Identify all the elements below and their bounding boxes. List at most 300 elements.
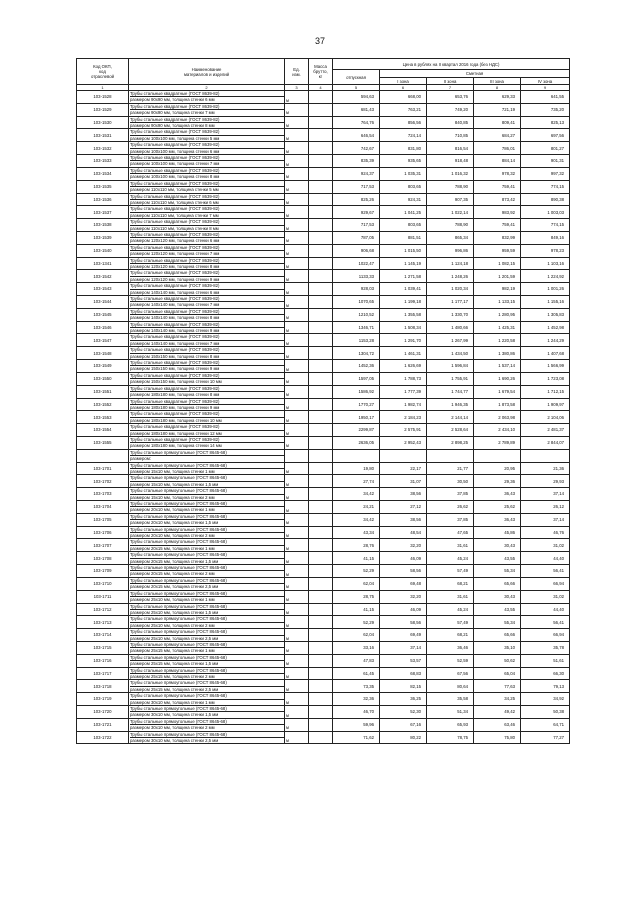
row-unit: м xyxy=(285,142,309,155)
row-code: 103-1549 xyxy=(77,360,129,373)
row-price-zone-2: 1 124,18 xyxy=(427,257,474,270)
row-price-release: 24,21 xyxy=(333,501,380,514)
row-description xyxy=(129,731,285,744)
row-mass xyxy=(309,155,333,168)
row-price-zone-4: 1 452,98 xyxy=(521,321,570,334)
row-description-line-1: Трубы стальные квадратные (ГОСТ 8639-82) xyxy=(130,283,284,289)
row-description xyxy=(129,488,285,501)
row-mass xyxy=(309,116,333,129)
table-row xyxy=(77,270,570,283)
row-price-release: 1770,27 xyxy=(333,398,380,411)
row-mass xyxy=(309,142,333,155)
row-price-release: 1452,36 xyxy=(333,360,380,373)
row-mass xyxy=(309,334,333,347)
row-description-line-1: Трубы стальные квадратные (ГОСТ 8639-82) xyxy=(130,296,284,302)
row-price-zone-4: 26,12 xyxy=(521,501,570,514)
row-price-zone-3: 1 690,26 xyxy=(474,372,521,385)
row-price-zone-3: 34,25 xyxy=(474,693,521,706)
row-price-zone-4: 77,27 xyxy=(521,731,570,744)
row-description-line-2: размером 20х15 мм, толщина стенки 1,5 мм xyxy=(130,558,219,564)
row-price-zone-4: 1 103,16 xyxy=(521,257,570,270)
row-price-zone-1: 1 626,69 xyxy=(380,360,427,373)
row-description-line-2: размером 180х180 мм, толщина стенки 14 мм xyxy=(130,443,222,449)
row-price-zone-4: 1 407,68 xyxy=(521,347,570,360)
row-description xyxy=(129,629,285,642)
row-description xyxy=(129,347,285,360)
row-price-zone-3: 809,41 xyxy=(474,116,521,129)
row-description xyxy=(129,296,285,309)
row-price-release: 2299,87 xyxy=(333,424,380,437)
row-description xyxy=(129,680,285,693)
table-row xyxy=(77,565,570,578)
row-price-zone-2: 67,56 xyxy=(427,667,474,680)
row-price-zone-3: 786,01 xyxy=(474,142,521,155)
row-description-line-2: размером 100х100 мм, толщина стенки 7 мм xyxy=(130,161,220,167)
row-description-line-2: размером 140х140 мм, толщина стенки 6 мм xyxy=(130,289,220,295)
table-row xyxy=(77,103,570,116)
row-unit: м xyxy=(285,552,309,565)
row-price-zone-3: 43,55 xyxy=(474,603,521,616)
row-price-zone-4: 2 844,07 xyxy=(521,436,570,449)
row-price-zone-1: 80,22 xyxy=(380,731,427,744)
table-row xyxy=(77,654,570,667)
row-price-zone-2: 996,86 xyxy=(427,244,474,257)
row-price-zone-4: 50,38 xyxy=(521,706,570,719)
row-price-zone-4: 29,93 xyxy=(521,475,570,488)
row-mass xyxy=(309,103,333,116)
row-unit: м xyxy=(285,590,309,603)
row-description-line-2: размером 25х10 мм, толщина стенки 1,5 мм xyxy=(130,609,219,615)
row-code xyxy=(77,449,129,462)
row-code: 103-1555 xyxy=(77,436,129,449)
header-zone-3: III зона xyxy=(474,78,521,85)
row-description-line-1: Трубы стальные прямоугольные (ГОСТ 8645-68) xyxy=(130,655,284,661)
table-row xyxy=(77,244,570,257)
row-description-line-2: размером 25х15 мм, толщина стенки 1,5 мм xyxy=(130,661,219,667)
row-unit: м xyxy=(285,283,309,296)
row-description-line-1: Трубы стальные прямоугольные (ГОСТ 8645-68) xyxy=(130,527,284,533)
row-mass xyxy=(309,129,333,142)
table-row xyxy=(77,629,570,642)
row-price-zone-1: 38,56 xyxy=(380,488,427,501)
row-price-zone-4: 774,15 xyxy=(521,219,570,232)
row-description-line-1: Трубы стальные квадратные (ГОСТ 8639-82) xyxy=(130,168,284,174)
row-code: 103-1701 xyxy=(77,462,129,475)
row-description-line-1: Трубы стальные прямоугольные (ГОСТ 8645-68) xyxy=(130,668,284,674)
table-row xyxy=(77,539,570,552)
row-price-zone-4: 1 244,29 xyxy=(521,334,570,347)
row-price-zone-1: 69,48 xyxy=(380,577,427,590)
row-code: 103-1544 xyxy=(77,296,129,309)
row-mass xyxy=(309,565,333,578)
row-code: 103-1550 xyxy=(77,372,129,385)
row-description-line-1: Трубы стальные квадратные (ГОСТ 8639-82) xyxy=(130,104,284,110)
row-code: 103-1341 xyxy=(77,257,129,270)
row-description-line-1: Трубы стальные прямоугольные (ГОСТ 8645-68) xyxy=(130,706,284,712)
row-code: 103-1553 xyxy=(77,411,129,424)
row-unit: м xyxy=(285,321,309,334)
row-mass xyxy=(309,731,333,744)
row-mass xyxy=(309,219,333,232)
row-unit: м xyxy=(285,603,309,616)
row-unit: м xyxy=(285,206,309,219)
row-price-release: 59,96 xyxy=(333,718,380,731)
header-code: Код ОКП, код отраслевой xyxy=(77,59,129,85)
row-price-zone-2: 1 020,34 xyxy=(427,283,474,296)
row-description xyxy=(129,360,285,373)
row-description-line-1: Трубы стальные прямоугольные (ГОСТ 8645-68) xyxy=(130,604,284,610)
row-mass xyxy=(309,283,333,296)
row-price-zone-2 xyxy=(427,449,474,462)
row-price-zone-3: 983,92 xyxy=(474,206,521,219)
row-price-zone-2: 80,64 xyxy=(427,680,474,693)
row-price-zone-1: 831,80 xyxy=(380,142,427,155)
table-row xyxy=(77,398,570,411)
row-price-release: 906,68 xyxy=(333,244,380,257)
row-code: 103-1543 xyxy=(77,283,129,296)
row-price-zone-4: 890,38 xyxy=(521,193,570,206)
row-description-line-1: Трубы стальные квадратные (ГОСТ 8639-82) xyxy=(130,411,284,417)
table-row xyxy=(77,385,570,398)
row-mass xyxy=(309,270,333,283)
row-price-release: 1597,05 xyxy=(333,372,380,385)
row-price-zone-2: 52,59 xyxy=(427,654,474,667)
row-price-zone-3: 20,95 xyxy=(474,462,521,475)
row-description xyxy=(129,91,285,104)
row-description-line-2: размером 100х100 мм, толщина стенки 8 мм xyxy=(130,174,220,180)
row-price-zone-2: 840,85 xyxy=(427,116,474,129)
row-mass xyxy=(309,693,333,706)
header-zone-1: I зона xyxy=(380,78,427,85)
row-mass xyxy=(309,167,333,180)
row-price-zone-1: 1 982,74 xyxy=(380,398,427,411)
row-price-zone-4: 34,92 xyxy=(521,693,570,706)
row-unit: м xyxy=(285,629,309,642)
row-description-line-2: размером 20х15 мм, толщина стенки 2 мм xyxy=(130,571,215,577)
row-price-release: 32,36 xyxy=(333,693,380,706)
row-price-zone-2: 749,20 xyxy=(427,103,474,116)
row-price-zone-2: 57,49 xyxy=(427,565,474,578)
table-header xyxy=(77,59,570,91)
table-row xyxy=(77,641,570,654)
row-description xyxy=(129,180,285,193)
row-price-release: 1133,33 xyxy=(333,270,380,283)
row-unit: м xyxy=(285,180,309,193)
row-mass xyxy=(309,667,333,680)
row-price-zone-3: 1 280,95 xyxy=(474,308,521,321)
row-price-zone-1: 1 199,18 xyxy=(380,296,427,309)
row-price-zone-3: 1 133,15 xyxy=(474,296,521,309)
table-row xyxy=(77,449,570,462)
row-mass xyxy=(309,641,333,654)
row-price-zone-3: 36,43 xyxy=(474,488,521,501)
row-description-line-1: Трубы стальные квадратные (ГОСТ 8639-82) xyxy=(130,155,284,161)
row-price-zone-2: 36,46 xyxy=(427,641,474,654)
row-price-zone-3: 2 789,89 xyxy=(474,436,521,449)
row-price-release: 47,83 xyxy=(333,654,380,667)
row-description-line-1: Трубы стальные квадратные (ГОСТ 8639-82) xyxy=(130,232,284,238)
row-price-zone-3: 982,19 xyxy=(474,283,521,296)
row-unit: м xyxy=(285,129,309,142)
row-price-zone-3: 1 082,15 xyxy=(474,257,521,270)
row-price-zone-1: 32,20 xyxy=(380,590,427,603)
row-price-zone-3: 1 425,31 xyxy=(474,321,521,334)
row-description-line-2: размером 30х10 мм, толщина стенки 2 мм xyxy=(130,725,215,731)
row-price-zone-1: 2 952,43 xyxy=(380,436,427,449)
row-price-release: 1304,72 xyxy=(333,347,380,360)
row-description xyxy=(129,706,285,719)
row-description xyxy=(129,372,285,385)
row-price-zone-1: 935,65 xyxy=(380,155,427,168)
row-price-release: 1950,17 xyxy=(333,411,380,424)
row-description-line-2: размером 110х110 мм, толщина стенки 6 мм xyxy=(130,199,219,205)
row-price-release: 764,76 xyxy=(333,116,380,129)
row-price-zone-2: 788,90 xyxy=(427,180,474,193)
row-price-zone-3: 2 434,10 xyxy=(474,424,521,437)
row-price-zone-2: 47,65 xyxy=(427,526,474,539)
row-price-zone-3: 25,62 xyxy=(474,501,521,514)
row-price-release: 1210,52 xyxy=(333,308,380,321)
row-unit: м xyxy=(285,167,309,180)
table-row xyxy=(77,706,570,719)
row-price-zone-2: 653,76 xyxy=(427,91,474,104)
row-price-release: 28,76 xyxy=(333,539,380,552)
table-row xyxy=(77,91,570,104)
header-estimate-price: Сметная xyxy=(380,70,570,78)
table-row xyxy=(77,462,570,475)
row-mass xyxy=(309,308,333,321)
row-unit: м xyxy=(285,718,309,731)
row-description-line-2: размером 15х10 мм, толщина стенки 1,5 мм xyxy=(130,481,219,487)
row-price-zone-1: 668,00 xyxy=(380,91,427,104)
row-mass xyxy=(309,488,333,501)
row-price-zone-2: 45,24 xyxy=(427,552,474,565)
row-price-zone-4: 849,16 xyxy=(521,231,570,244)
table-row xyxy=(77,129,570,142)
row-price-zone-4: 66,94 xyxy=(521,577,570,590)
row-description-line-2: размером 150х150 мм, толщина стенки 8 мм xyxy=(130,353,220,359)
row-price-zone-3: 1 201,59 xyxy=(474,270,521,283)
row-code: 103-1719 xyxy=(77,693,129,706)
row-description xyxy=(129,270,285,283)
row-price-release: 1153,28 xyxy=(333,334,380,347)
row-description-line-2: размером 150х150 мм, толщина стенки 9 мм xyxy=(130,366,220,372)
table-row xyxy=(77,731,570,744)
row-code: 103-1542 xyxy=(77,270,129,283)
row-price-zone-1: 36,25 xyxy=(380,693,427,706)
row-unit: м xyxy=(285,488,309,501)
row-price-zone-1: 2 184,23 xyxy=(380,411,427,424)
row-code: 103-1554 xyxy=(77,424,129,437)
row-price-release: 46,70 xyxy=(333,706,380,719)
row-price-zone-4: 21,36 xyxy=(521,462,570,475)
row-description xyxy=(129,590,285,603)
row-price-zone-4: 35,78 xyxy=(521,641,570,654)
row-code: 103-1535 xyxy=(77,180,129,193)
table-row xyxy=(77,680,570,693)
row-price-zone-3: 36,43 xyxy=(474,513,521,526)
row-unit: м xyxy=(285,155,309,168)
row-mass xyxy=(309,231,333,244)
table-row xyxy=(77,296,570,309)
row-description-line-2: размером 30х10 мм, толщина стенки 1,5 мм xyxy=(130,712,219,718)
row-description xyxy=(129,616,285,629)
row-price-zone-1: 1 508,34 xyxy=(380,321,427,334)
row-price-release: 825,26 xyxy=(333,193,380,206)
row-mass xyxy=(309,526,333,539)
header-zone-4: IV зона xyxy=(521,78,570,85)
row-price-zone-4: 978,23 xyxy=(521,244,570,257)
row-price-zone-1: 27,12 xyxy=(380,501,427,514)
row-description xyxy=(129,206,285,219)
table-row xyxy=(77,321,570,334)
row-description-line-2: размером 110х110 мм, толщина стенки 7 мм xyxy=(130,212,219,218)
row-unit: м xyxy=(285,244,309,257)
row-price-zone-1: 22,17 xyxy=(380,462,427,475)
row-price-zone-3: 30,43 xyxy=(474,590,521,603)
row-code: 103-1536 xyxy=(77,193,129,206)
row-price-zone-2: 1 755,91 xyxy=(427,372,474,385)
row-price-zone-4: 46,76 xyxy=(521,526,570,539)
row-price-zone-4: 44,40 xyxy=(521,552,570,565)
row-mass xyxy=(309,603,333,616)
row-description xyxy=(129,411,285,424)
row-description-line-1: Трубы стальные квадратные (ГОСТ 8639-82) xyxy=(130,424,284,430)
row-price-zone-4: 1 723,08 xyxy=(521,372,570,385)
row-price-zone-1 xyxy=(380,449,427,462)
row-price-zone-2: 37,85 xyxy=(427,488,474,501)
row-price-zone-1: 881,51 xyxy=(380,231,427,244)
row-description-line-1: Трубы стальные прямоугольные (ГОСТ 8645-68) xyxy=(130,642,284,648)
row-price-zone-2: 35,58 xyxy=(427,693,474,706)
row-description-line-1: Трубы стальные квадратные (ГОСТ 8639-82) xyxy=(130,91,284,97)
table-row xyxy=(77,308,570,321)
row-price-zone-3: 63,46 xyxy=(474,718,521,731)
row-description-line-1: Трубы стальные прямоугольные (ГОСТ 8645-68) xyxy=(130,475,284,481)
row-price-zone-3: 75,80 xyxy=(474,731,521,744)
row-description xyxy=(129,257,285,270)
row-price-zone-1: 1 145,19 xyxy=(380,257,427,270)
row-code: 103-1529 xyxy=(77,103,129,116)
row-price-release: 71,62 xyxy=(333,731,380,744)
row-price-zone-4: 1 305,83 xyxy=(521,308,570,321)
row-description xyxy=(129,398,285,411)
row-mass xyxy=(309,552,333,565)
row-code: 103-1537 xyxy=(77,206,129,219)
row-mass xyxy=(309,206,333,219)
row-price-zone-3: 49,42 xyxy=(474,706,521,719)
row-code: 103-1551 xyxy=(77,385,129,398)
row-price-zone-1: 856,56 xyxy=(380,116,427,129)
row-price-zone-2: 37,85 xyxy=(427,513,474,526)
row-description-line-1: Трубы стальные прямоугольные (ГОСТ 8645-68) xyxy=(130,450,284,456)
row-unit: м xyxy=(285,257,309,270)
table-row xyxy=(77,347,570,360)
row-description xyxy=(129,129,285,142)
row-price-zone-3: 50,62 xyxy=(474,654,521,667)
row-description xyxy=(129,475,285,488)
row-price-zone-4: 37,14 xyxy=(521,488,570,501)
row-unit: м xyxy=(285,372,309,385)
row-price-zone-3: 1 380,86 xyxy=(474,347,521,360)
row-price-zone-1: 1 461,31 xyxy=(380,347,427,360)
row-description-line-1: Трубы стальные квадратные (ГОСТ 8639-82) xyxy=(130,334,284,340)
row-code: 103-1718 xyxy=(77,680,129,693)
row-price-zone-3: 759,41 xyxy=(474,180,521,193)
row-description-line-1: Трубы стальные прямоугольные (ГОСТ 8645-68) xyxy=(130,680,284,686)
row-price-zone-4: 1 566,99 xyxy=(521,360,570,373)
row-description-line-2: размером 20х15 мм, толщина стенки 2,5 мм xyxy=(130,584,219,590)
row-price-zone-2: 45,24 xyxy=(427,603,474,616)
row-price-zone-3: 884,14 xyxy=(474,155,521,168)
row-description-line-2: размером 25х10 мм, толщина стенки 2,5 мм xyxy=(130,635,219,641)
row-price-release: 594,63 xyxy=(333,91,380,104)
table-row xyxy=(77,142,570,155)
table-row xyxy=(77,488,570,501)
row-price-zone-3 xyxy=(474,449,521,462)
row-price-release: 52,29 xyxy=(333,565,380,578)
row-mass xyxy=(309,257,333,270)
row-code: 103-1711 xyxy=(77,590,129,603)
row-unit: м xyxy=(285,577,309,590)
row-unit: м xyxy=(285,641,309,654)
row-mass xyxy=(309,244,333,257)
column-number: 7 xyxy=(427,85,474,91)
row-unit: м xyxy=(285,501,309,514)
row-description-line-2: размером 120х120 мм, толщина стенки 9 мм xyxy=(130,276,220,282)
row-description-line-1: Трубы стальные квадратные (ГОСТ 8639-82) xyxy=(130,437,284,443)
row-price-zone-3: 55,34 xyxy=(474,565,521,578)
row-price-zone-3: 55,34 xyxy=(474,616,521,629)
row-price-zone-2: 710,85 xyxy=(427,129,474,142)
row-code: 103-1709 xyxy=(77,565,129,578)
row-price-zone-2: 26,62 xyxy=(427,501,474,514)
row-unit: м xyxy=(285,398,309,411)
row-description-line-2: размером 90х90 мм, толщина стенки 8 мм xyxy=(130,123,215,129)
row-price-zone-3: 978,32 xyxy=(474,167,521,180)
row-description-line-1: Трубы стальные прямоугольные (ГОСТ 8645-68) xyxy=(130,629,284,635)
row-description xyxy=(129,244,285,257)
row-price-zone-4: 1 003,03 xyxy=(521,206,570,219)
row-unit: м xyxy=(285,411,309,424)
table-row xyxy=(77,411,570,424)
row-description-line-2: размером 120х120 мм, толщина стенки 8 мм xyxy=(130,263,220,269)
row-mass xyxy=(309,180,333,193)
row-price-zone-2: 31,61 xyxy=(427,590,474,603)
row-description-line-1: Трубы стальные квадратные (ГОСТ 8639-82) xyxy=(130,360,284,366)
table-row xyxy=(77,603,570,616)
row-price-zone-4: 1 712,15 xyxy=(521,385,570,398)
row-description-line-2: размером 110х110 мм, толщина стенки 5 мм xyxy=(130,187,219,193)
row-price-release: 924,37 xyxy=(333,167,380,180)
row-description-line-1: Трубы стальные прямоугольные (ГОСТ 8645-68) xyxy=(130,719,284,725)
row-description-line-2: размером 140х140 мм, толщина стенки 9 мм xyxy=(130,328,220,334)
row-description xyxy=(129,462,285,475)
row-price-zone-3: 30,43 xyxy=(474,539,521,552)
price-table-sheet xyxy=(76,58,569,744)
row-price-zone-4: 774,15 xyxy=(521,180,570,193)
row-mass xyxy=(309,577,333,590)
row-price-zone-4: 66,94 xyxy=(521,629,570,642)
row-price-zone-1: 1 039,41 xyxy=(380,283,427,296)
row-price-zone-2: 816,54 xyxy=(427,142,474,155)
row-mass xyxy=(309,91,333,104)
header-name: Наименование материалов и изделий xyxy=(129,59,285,85)
row-description-line-2: размером 100х100 мм, толщина стенки 5 мм xyxy=(130,135,220,141)
row-description-line-2: размером 180х180 мм, толщина стенки 10 мм xyxy=(130,417,222,423)
row-unit: м xyxy=(285,462,309,475)
header-unit: Ед. изм. xyxy=(285,59,309,85)
